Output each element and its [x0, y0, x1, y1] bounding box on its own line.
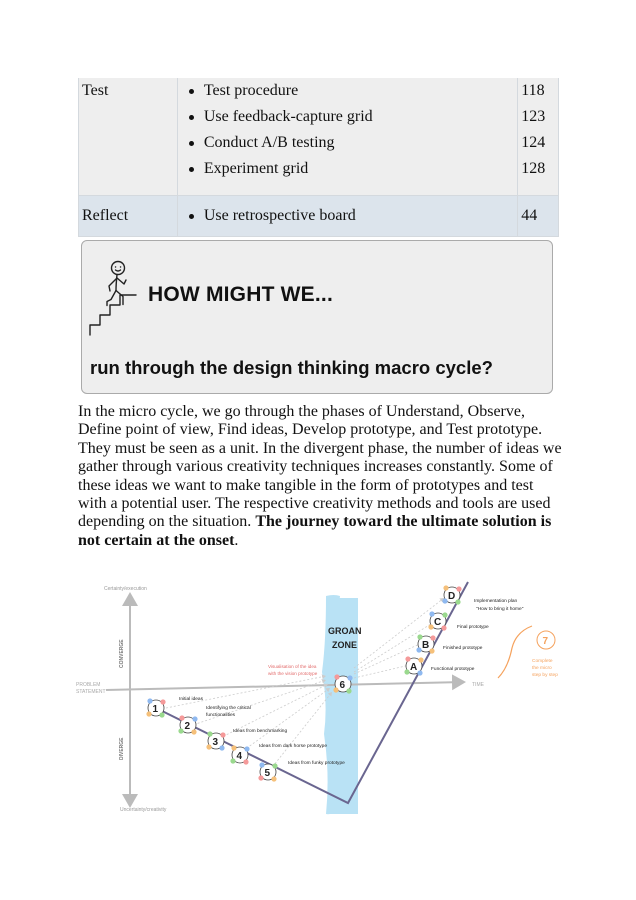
step-label: Implementation plan [474, 599, 518, 604]
step-node-6 [333, 674, 352, 693]
items-cell [177, 78, 517, 196]
next-step-arrow [498, 626, 532, 678]
table-row [79, 78, 559, 196]
step-num: 1 [152, 704, 159, 715]
list-item: Use feedback-capture grid [204, 104, 517, 130]
time-label: TIME [472, 682, 484, 688]
step-num: A [410, 662, 418, 673]
phase-cell: Reflect [79, 196, 178, 237]
y-top-label: Certainty/execution [104, 586, 147, 592]
problem-label-1: PROBLEM [76, 682, 101, 688]
methods-table [78, 78, 559, 237]
step-node-a [404, 656, 423, 675]
step-node-1 [146, 698, 165, 717]
step-label: Final prototype [457, 625, 489, 630]
next-label-2: the micro [532, 666, 552, 671]
body-paragraph [78, 403, 562, 550]
pages-cell [518, 78, 559, 196]
stairs-figure-icon [88, 255, 140, 337]
list-item: Conduct A/B testing [204, 130, 517, 156]
paragraph-bold: The journey toward the ultimate solution is not certain at the onset [78, 513, 552, 549]
vision-label-1: Visualisation of the idea [268, 664, 317, 669]
items-cell [177, 196, 517, 237]
step-label: Ideas from benchmarking [233, 729, 288, 734]
step-label: Ideas from funky prototype [288, 761, 345, 766]
converge-label: CONVERGE [119, 639, 125, 668]
page-number: 118 [521, 82, 545, 99]
page-number: 128 [521, 160, 546, 177]
step-node-3 [206, 731, 225, 750]
list-item: Use retrospective board [204, 203, 517, 229]
step-num: C [434, 617, 442, 628]
step-label: Ideas from dark horse prototype [259, 744, 327, 749]
macro-cycle-diagram [76, 578, 566, 823]
step-label-2: "How to bring it home" [476, 607, 524, 612]
step-node-5 [258, 762, 277, 781]
page-number: 124 [521, 134, 546, 151]
groan-label-1: GROAN [328, 626, 362, 636]
step-node-b [416, 634, 435, 653]
step-label: Functional prototype [431, 667, 475, 672]
step-num: 7 [542, 636, 549, 647]
step-label: Initial ideas [179, 697, 203, 702]
step-label: Identifying the critical [206, 706, 251, 711]
step-num: 2 [184, 721, 191, 732]
page-number: 123 [521, 108, 546, 125]
step-num: 3 [212, 737, 219, 748]
list-item: Test procedure [204, 78, 517, 104]
next-label-3: step by step [532, 673, 558, 678]
paragraph-text: In the micro cycle, we go through the phases of Understand, Observe, Define point of view, Find ideas, Develop prototype, and Test prototype. They must be seen as a unit. In the divergent phase, the number of ideas we gather through various creativity techniques increases constantly. Some of these ideas we want to make tangible in the form of prototypes and test with a potential user. The respective creativity methods and tools are used depending on the situation. [78, 403, 562, 531]
step-node-2 [178, 715, 197, 734]
design-path [156, 582, 468, 803]
step-node-c [428, 611, 447, 630]
page-number: 44 [518, 196, 559, 237]
step-num: D [448, 591, 456, 602]
step-node-d [442, 585, 461, 604]
paragraph-end: . [234, 531, 239, 549]
diverge-label: DIVERGE [119, 737, 125, 760]
hmw-question: run through the design thinking macro cycle? [90, 357, 493, 378]
how-might-we-box [81, 240, 553, 394]
problem-label-2: STATEMENT [76, 689, 106, 695]
step-num: 5 [264, 768, 271, 779]
groan-label-2: ZONE [332, 640, 358, 650]
step-label: Finished prototype [443, 646, 483, 651]
step-node-4 [230, 745, 249, 764]
vision-label-2: with the vision prototype [268, 671, 318, 676]
list-item: Experiment grid [204, 156, 517, 182]
step-label-2: functionalities [206, 713, 236, 718]
phase-cell: Test [79, 78, 178, 196]
step-num: 6 [339, 680, 346, 691]
step-num: B [422, 640, 430, 651]
table-row [79, 196, 559, 237]
hmw-title: HOW MIGHT WE... [148, 283, 333, 306]
next-label-1: Complete [532, 659, 553, 664]
y-bottom-label: Uncertainty/creativity [120, 807, 167, 813]
step-num: 4 [236, 751, 243, 762]
